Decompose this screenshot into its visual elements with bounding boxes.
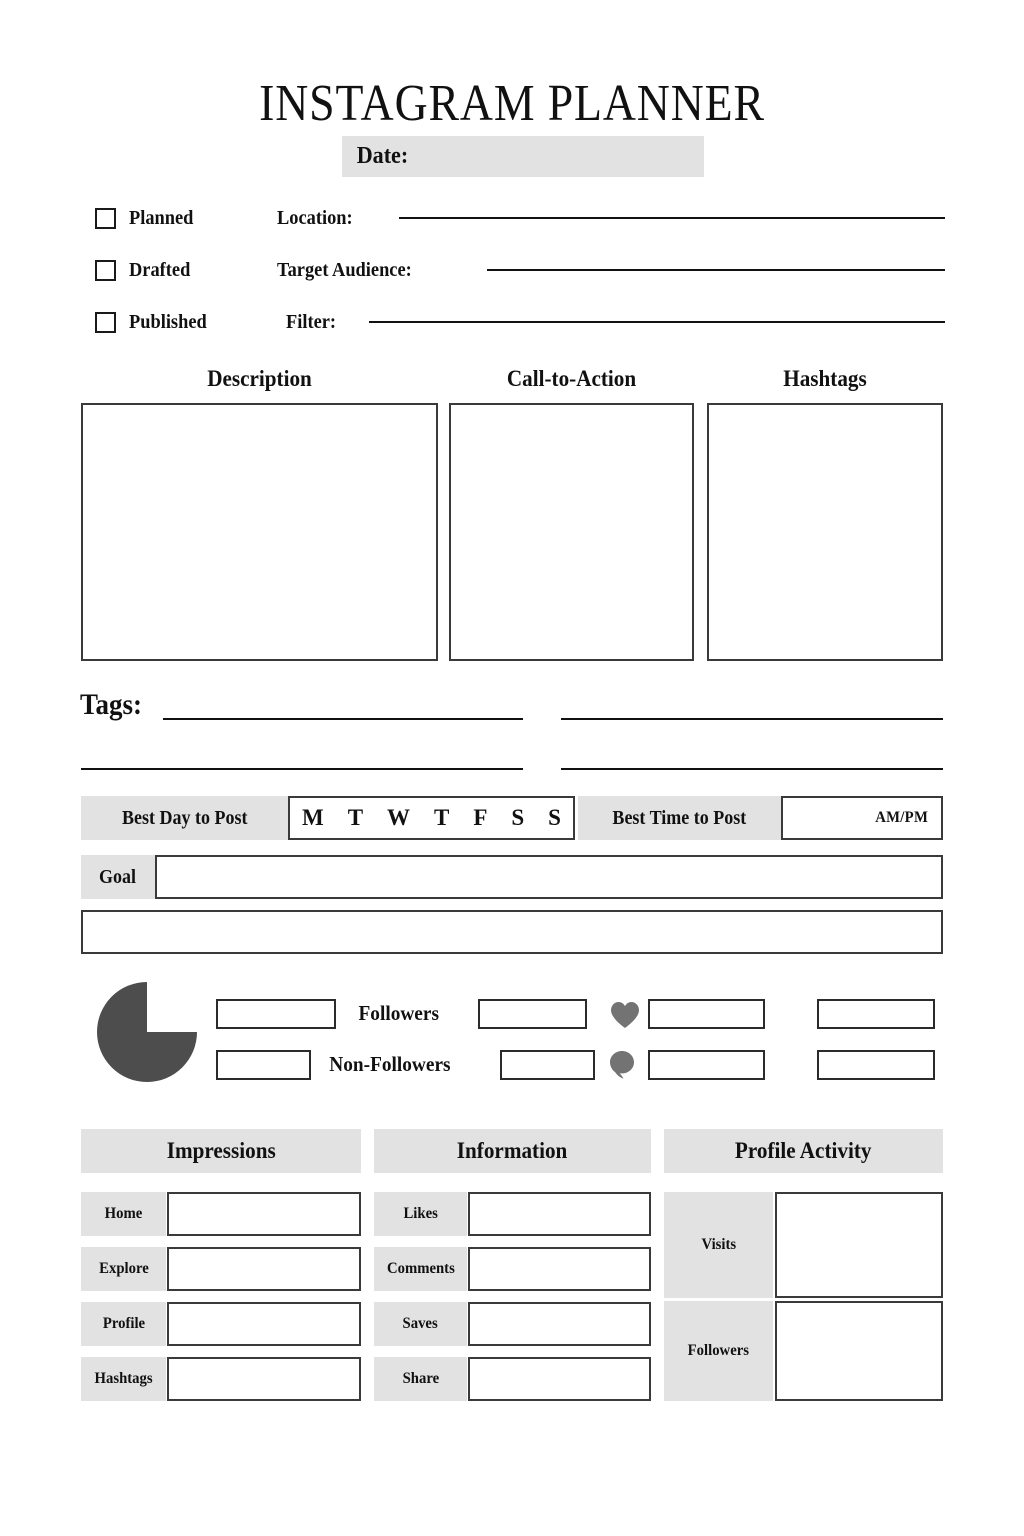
stat-input-hashtags[interactable] — [167, 1357, 361, 1401]
status-row-published — [95, 307, 945, 337]
checkbox-planned[interactable] — [95, 208, 116, 229]
stat-label-share: Share — [374, 1357, 467, 1401]
best-time-text: Best Time to Post — [612, 806, 747, 829]
input-non-followers-comments[interactable] — [648, 1050, 765, 1080]
checkbox-published[interactable] — [95, 312, 116, 333]
textarea-call-to-action[interactable] — [449, 403, 694, 661]
field-label-filter: Filter: — [286, 310, 337, 333]
information-title: Information — [457, 1138, 568, 1163]
input-followers-metric[interactable] — [478, 999, 587, 1029]
comment-icon — [608, 1050, 638, 1085]
input-non-followers-extra[interactable] — [817, 1050, 935, 1080]
stat-input-saves[interactable] — [468, 1302, 651, 1346]
day-option-tue[interactable]: T — [347, 805, 364, 830]
header-information — [374, 1129, 651, 1173]
followers-pie-chart — [97, 982, 197, 1082]
status-row-planned — [95, 203, 945, 233]
header-hashtags: Hashtags — [783, 366, 867, 391]
input-target-audience[interactable] — [487, 268, 945, 271]
stat-label-hashtags: Hashtags — [81, 1357, 166, 1401]
day-selector[interactable] — [288, 796, 575, 840]
header-impressions — [81, 1129, 361, 1173]
input-tag-2[interactable] — [561, 718, 943, 720]
input-tag-3[interactable] — [81, 768, 523, 770]
stat-input-explore[interactable] — [167, 1247, 361, 1291]
stat-input-visits[interactable] — [775, 1192, 943, 1298]
impressions-title: Impressions — [166, 1138, 276, 1163]
status-label-drafted: Drafted — [129, 258, 191, 281]
stat-input-profile-followers[interactable] — [775, 1301, 943, 1401]
field-label-location: Location: — [277, 206, 353, 229]
input-location[interactable] — [399, 216, 945, 219]
status-label-published: Published — [129, 310, 207, 333]
input-followers-extra[interactable] — [817, 999, 935, 1029]
goal-text: Goal — [99, 865, 137, 888]
label-best-time-to-post — [578, 796, 781, 840]
label-non-followers: Non-Followers — [329, 1052, 451, 1076]
label-goal — [81, 855, 155, 899]
status-row-drafted — [95, 255, 945, 285]
stat-input-share[interactable] — [468, 1357, 651, 1401]
profile-activity-title: Profile Activity — [735, 1138, 872, 1163]
page-title: INSTAGRAM PLANNER — [259, 75, 765, 132]
textarea-description[interactable] — [81, 403, 438, 661]
header-description: Description — [207, 366, 312, 391]
day-option-sat[interactable]: S — [511, 805, 525, 830]
input-non-followers-metric[interactable] — [500, 1050, 595, 1080]
input-tag-4[interactable] — [561, 768, 943, 770]
field-label-target-audience: Target Audience: — [277, 258, 412, 281]
label-best-day-to-post — [81, 796, 288, 840]
day-option-mon[interactable]: M — [301, 805, 324, 830]
stat-label-profile-followers: Followers — [664, 1301, 773, 1401]
day-option-thu[interactable]: T — [434, 805, 450, 830]
stat-label-comments: Comments — [374, 1247, 467, 1291]
stat-label-likes: Likes — [374, 1192, 467, 1236]
input-followers-percent[interactable] — [216, 999, 336, 1029]
input-notes[interactable] — [81, 910, 943, 954]
input-filter[interactable] — [369, 320, 945, 323]
input-goal[interactable] — [155, 855, 943, 899]
day-option-fri[interactable]: F — [473, 805, 488, 830]
label-followers: Followers — [358, 1001, 439, 1025]
header-profile-activity — [664, 1129, 943, 1173]
date-field[interactable] — [342, 136, 704, 177]
stat-label-profile: Profile — [81, 1302, 166, 1346]
best-day-text: Best Day to Post — [121, 806, 248, 829]
tags-label: Tags: — [80, 688, 143, 721]
stat-input-comments[interactable] — [468, 1247, 651, 1291]
header-call-to-action: Call-to-Action — [506, 366, 637, 391]
day-option-sun[interactable]: S — [548, 805, 561, 830]
input-tag-1[interactable] — [163, 718, 523, 720]
stat-input-likes[interactable] — [468, 1192, 651, 1236]
stat-label-explore: Explore — [81, 1247, 166, 1291]
input-followers-likes[interactable] — [648, 999, 765, 1029]
stat-label-home: Home — [81, 1192, 166, 1236]
ampm-label: AM/PM — [875, 809, 929, 826]
stat-label-saves: Saves — [374, 1302, 467, 1346]
input-non-followers-percent[interactable] — [216, 1050, 311, 1080]
stat-input-profile[interactable] — [167, 1302, 361, 1346]
day-option-wed[interactable]: W — [387, 805, 411, 830]
textarea-hashtags[interactable] — [707, 403, 943, 661]
input-best-time[interactable] — [781, 796, 943, 840]
stat-label-visits: Visits — [664, 1192, 773, 1298]
status-label-planned: Planned — [129, 206, 194, 229]
stat-input-home[interactable] — [167, 1192, 361, 1236]
date-label: Date: — [356, 143, 409, 169]
heart-icon — [610, 1001, 640, 1034]
checkbox-drafted[interactable] — [95, 260, 116, 281]
